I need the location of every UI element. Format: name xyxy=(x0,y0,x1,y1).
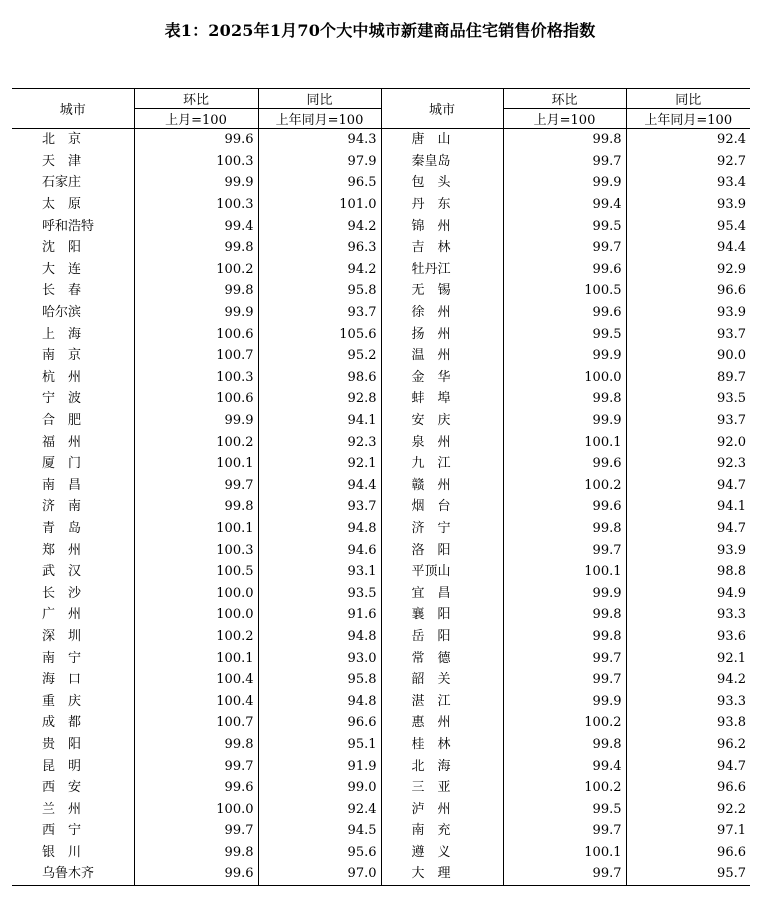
mom-cell: 99.9 xyxy=(134,172,258,194)
yoy-cell: 94.8 xyxy=(258,626,381,648)
city-cell: 杭 州 xyxy=(12,367,134,389)
mom-cell: 100.0 xyxy=(134,798,258,820)
city-cell: 呼和浩特 xyxy=(12,215,134,237)
table-row xyxy=(12,388,750,410)
table-row xyxy=(12,151,750,173)
city-cell: 青 岛 xyxy=(12,518,134,540)
city-cell: 北 京 xyxy=(12,129,134,151)
yoy-cell: 91.6 xyxy=(258,604,381,626)
mom-cell: 100.4 xyxy=(134,690,258,712)
city-cell: 济 宁 xyxy=(381,518,503,540)
city-cell: 长 春 xyxy=(12,280,134,302)
yoy-cell: 96.3 xyxy=(258,237,381,259)
mom-cell: 100.0 xyxy=(503,367,626,389)
table-row xyxy=(12,863,750,885)
city-cell: 成 都 xyxy=(12,712,134,734)
mom-cell: 100.1 xyxy=(503,842,626,864)
mom-cell: 100.2 xyxy=(134,259,258,281)
city-cell: 包 头 xyxy=(381,172,503,194)
city-cell: 湛 江 xyxy=(381,690,503,712)
yoy-cell: 94.5 xyxy=(258,820,381,842)
yoy-cell: 90.0 xyxy=(717,348,746,364)
city-cell: 石家庄 xyxy=(12,172,134,194)
table-row xyxy=(12,259,750,281)
table-row xyxy=(12,626,750,648)
table-body xyxy=(12,129,750,886)
city-cell: 丹 东 xyxy=(381,194,503,216)
city-cell: 吉 林 xyxy=(381,237,503,259)
yoy-cell: 96.5 xyxy=(258,172,381,194)
mom-cell: 100.1 xyxy=(503,561,626,583)
table-row xyxy=(12,755,750,777)
mom-cell: 99.8 xyxy=(134,734,258,756)
yoy-cell: 96.6 xyxy=(717,283,746,299)
table-row xyxy=(12,690,750,712)
mom-cell: 99.6 xyxy=(134,777,258,799)
city-cell: 贵 阳 xyxy=(12,734,134,756)
yoy-cell: 89.7 xyxy=(717,369,746,385)
header-mom-base-left: 上月=100 xyxy=(134,109,258,129)
yoy-cell: 92.3 xyxy=(717,456,746,472)
yoy-cell: 93.5 xyxy=(258,582,381,604)
yoy-cell: 93.9 xyxy=(717,542,746,558)
mom-cell: 100.5 xyxy=(503,280,626,302)
table-row xyxy=(12,367,750,389)
city-cell: 天 津 xyxy=(12,151,134,173)
mom-cell: 100.6 xyxy=(134,323,258,345)
table-row xyxy=(12,237,750,259)
yoy-cell: 97.0 xyxy=(258,863,381,885)
mom-cell: 100.1 xyxy=(134,647,258,669)
mom-cell: 100.2 xyxy=(503,777,626,799)
city-cell: 无 锡 xyxy=(381,280,503,302)
city-cell: 平顶山 xyxy=(381,561,503,583)
mom-cell: 100.2 xyxy=(503,475,626,497)
mom-cell: 99.8 xyxy=(503,604,626,626)
city-cell: 郑 州 xyxy=(12,539,134,561)
city-cell: 武 汉 xyxy=(12,561,134,583)
mom-cell: 100.1 xyxy=(134,453,258,475)
yoy-cell: 94.2 xyxy=(258,215,381,237)
yoy-cell: 94.8 xyxy=(258,518,381,540)
table-row xyxy=(12,561,750,583)
mom-cell: 99.8 xyxy=(503,129,626,151)
mom-cell: 100.2 xyxy=(134,431,258,453)
header-yoy-base-right: 上年同月=100 xyxy=(626,109,750,129)
yoy-cell: 93.7 xyxy=(717,413,746,429)
city-cell: 南 京 xyxy=(12,345,134,367)
mom-cell: 99.9 xyxy=(503,582,626,604)
mom-cell: 100.2 xyxy=(503,712,626,734)
yoy-cell: 95.2 xyxy=(258,345,381,367)
city-cell: 重 庆 xyxy=(12,690,134,712)
city-cell: 惠 州 xyxy=(381,712,503,734)
yoy-cell: 92.0 xyxy=(717,434,746,450)
city-cell: 长 沙 xyxy=(12,582,134,604)
mom-cell: 100.3 xyxy=(134,539,258,561)
city-cell: 牡丹江 xyxy=(381,259,503,281)
yoy-cell: 93.7 xyxy=(717,326,746,342)
city-cell: 常 德 xyxy=(381,647,503,669)
yoy-cell: 94.3 xyxy=(258,129,381,151)
yoy-cell: 95.7 xyxy=(626,863,750,885)
yoy-cell: 96.6 xyxy=(717,780,746,796)
table-row xyxy=(12,280,750,302)
yoy-cell: 93.5 xyxy=(717,391,746,407)
yoy-cell: 98.8 xyxy=(717,564,746,580)
city-cell: 北 海 xyxy=(381,755,503,777)
yoy-cell: 94.4 xyxy=(717,240,746,256)
yoy-cell: 94.1 xyxy=(258,410,381,432)
yoy-cell: 92.2 xyxy=(717,801,746,817)
city-cell: 西 安 xyxy=(12,777,134,799)
mom-cell: 99.8 xyxy=(503,518,626,540)
yoy-cell: 96.2 xyxy=(717,736,746,752)
mom-cell: 99.8 xyxy=(503,388,626,410)
yoy-cell: 96.6 xyxy=(258,712,381,734)
yoy-cell: 93.3 xyxy=(717,607,746,623)
yoy-cell: 93.9 xyxy=(717,305,746,321)
yoy-cell: 97.1 xyxy=(717,823,746,839)
mom-cell: 100.6 xyxy=(134,388,258,410)
mom-cell: 99.5 xyxy=(503,798,626,820)
yoy-cell: 94.4 xyxy=(258,475,381,497)
table-row xyxy=(12,669,750,691)
yoy-cell: 105.6 xyxy=(258,323,381,345)
yoy-cell: 92.1 xyxy=(258,453,381,475)
yoy-cell: 96.6 xyxy=(717,844,746,860)
yoy-cell: 92.7 xyxy=(717,153,746,169)
city-cell: 福 州 xyxy=(12,431,134,453)
table-row xyxy=(12,475,750,497)
yoy-cell: 94.2 xyxy=(717,672,746,688)
city-cell: 海 口 xyxy=(12,669,134,691)
mom-cell: 99.6 xyxy=(134,863,258,885)
yoy-cell: 101.0 xyxy=(258,194,381,216)
mom-cell: 99.4 xyxy=(503,194,626,216)
city-cell: 济 南 xyxy=(12,496,134,518)
mom-cell: 99.9 xyxy=(503,172,626,194)
yoy-cell: 94.7 xyxy=(717,758,746,774)
table-row xyxy=(12,215,750,237)
city-cell: 泉 州 xyxy=(381,431,503,453)
city-cell: 洛 阳 xyxy=(381,539,503,561)
mom-cell: 99.6 xyxy=(134,129,258,151)
city-cell: 哈尔滨 xyxy=(12,302,134,324)
city-cell: 南 充 xyxy=(381,820,503,842)
table-row xyxy=(12,582,750,604)
mom-cell: 99.9 xyxy=(503,345,626,367)
mom-cell: 100.3 xyxy=(134,194,258,216)
yoy-cell: 93.7 xyxy=(258,302,381,324)
table-row xyxy=(12,496,750,518)
yoy-cell: 93.4 xyxy=(717,175,746,191)
mom-cell: 99.7 xyxy=(503,151,626,173)
city-cell: 深 圳 xyxy=(12,626,134,648)
mom-cell: 99.5 xyxy=(503,215,626,237)
yoy-cell: 99.0 xyxy=(258,777,381,799)
city-cell: 厦 门 xyxy=(12,453,134,475)
mom-cell: 99.6 xyxy=(503,302,626,324)
mom-cell: 99.5 xyxy=(503,323,626,345)
yoy-cell: 94.6 xyxy=(258,539,381,561)
city-cell: 三 亚 xyxy=(381,777,503,799)
city-cell: 金 华 xyxy=(381,367,503,389)
mom-cell: 100.0 xyxy=(134,582,258,604)
yoy-cell: 93.3 xyxy=(717,693,746,709)
mom-cell: 100.1 xyxy=(503,431,626,453)
header-mom-base-right: 上月=100 xyxy=(503,109,626,129)
table-row xyxy=(12,302,750,324)
city-cell: 赣 州 xyxy=(381,475,503,497)
mom-cell: 100.0 xyxy=(134,604,258,626)
table-header xyxy=(12,89,750,129)
yoy-cell: 92.1 xyxy=(717,650,746,666)
header-city-left: 城市 xyxy=(12,89,134,129)
city-cell: 烟 台 xyxy=(381,496,503,518)
mom-cell: 99.9 xyxy=(134,410,258,432)
mom-cell: 99.7 xyxy=(503,237,626,259)
table-row xyxy=(12,539,750,561)
city-cell: 大 连 xyxy=(12,259,134,281)
city-cell: 南 昌 xyxy=(12,475,134,497)
mom-cell: 99.7 xyxy=(134,820,258,842)
mom-cell: 99.6 xyxy=(503,259,626,281)
table-row xyxy=(12,518,750,540)
yoy-cell: 95.8 xyxy=(258,280,381,302)
mom-cell: 100.1 xyxy=(134,518,258,540)
city-cell: 广 州 xyxy=(12,604,134,626)
city-cell: 银 川 xyxy=(12,842,134,864)
mom-cell: 99.8 xyxy=(134,842,258,864)
yoy-cell: 94.7 xyxy=(717,520,746,536)
mom-cell: 99.7 xyxy=(134,755,258,777)
table-row xyxy=(12,820,750,842)
city-cell: 昆 明 xyxy=(12,755,134,777)
city-cell: 唐 山 xyxy=(381,129,503,151)
mom-cell: 99.9 xyxy=(503,690,626,712)
mom-cell: 100.5 xyxy=(134,561,258,583)
mom-cell: 99.8 xyxy=(503,626,626,648)
table-row xyxy=(12,194,750,216)
mom-cell: 100.2 xyxy=(134,626,258,648)
table-row xyxy=(12,777,750,799)
table-row xyxy=(12,734,750,756)
city-cell: 沈 阳 xyxy=(12,237,134,259)
city-cell: 安 庆 xyxy=(381,410,503,432)
mom-cell: 99.7 xyxy=(503,647,626,669)
yoy-cell: 95.6 xyxy=(258,842,381,864)
yoy-cell: 95.8 xyxy=(258,669,381,691)
city-cell: 太 原 xyxy=(12,194,134,216)
table-row xyxy=(12,453,750,475)
yoy-cell: 92.9 xyxy=(717,261,746,277)
table-row xyxy=(12,842,750,864)
city-cell: 韶 关 xyxy=(381,669,503,691)
city-cell: 锦 州 xyxy=(381,215,503,237)
yoy-cell: 93.9 xyxy=(717,197,746,213)
city-cell: 大 理 xyxy=(381,863,503,885)
mom-cell: 99.9 xyxy=(134,302,258,324)
yoy-cell: 93.8 xyxy=(717,715,746,731)
table-row xyxy=(12,129,750,151)
table-row xyxy=(12,604,750,626)
city-cell: 桂 林 xyxy=(381,734,503,756)
table-row xyxy=(12,712,750,734)
city-cell: 蚌 埠 xyxy=(381,388,503,410)
price-index-table xyxy=(12,88,750,886)
mom-cell: 99.6 xyxy=(503,453,626,475)
table-row xyxy=(12,345,750,367)
city-cell: 温 州 xyxy=(381,345,503,367)
city-cell: 九 江 xyxy=(381,453,503,475)
yoy-cell: 94.9 xyxy=(717,585,746,601)
city-cell: 遵 义 xyxy=(381,842,503,864)
mom-cell: 99.7 xyxy=(503,863,626,885)
city-cell: 兰 州 xyxy=(12,798,134,820)
mom-cell: 99.4 xyxy=(503,755,626,777)
yoy-cell: 92.4 xyxy=(258,798,381,820)
yoy-cell: 94.1 xyxy=(717,499,746,515)
yoy-cell: 92.4 xyxy=(717,132,746,148)
yoy-cell: 93.1 xyxy=(258,561,381,583)
mom-cell: 100.3 xyxy=(134,151,258,173)
city-cell: 乌鲁木齐 xyxy=(12,863,134,885)
yoy-cell: 94.2 xyxy=(258,259,381,281)
header-yoy-base-left: 上年同月=100 xyxy=(258,109,381,129)
yoy-cell: 94.7 xyxy=(717,477,746,493)
yoy-cell: 92.3 xyxy=(258,431,381,453)
yoy-cell: 95.1 xyxy=(258,734,381,756)
yoy-cell: 92.8 xyxy=(258,388,381,410)
mom-cell: 99.4 xyxy=(134,215,258,237)
city-cell: 扬 州 xyxy=(381,323,503,345)
city-cell: 襄 阳 xyxy=(381,604,503,626)
city-cell: 秦皇岛 xyxy=(381,151,503,173)
mom-cell: 99.7 xyxy=(503,820,626,842)
mom-cell: 100.4 xyxy=(134,669,258,691)
table-row xyxy=(12,410,750,432)
mom-cell: 99.7 xyxy=(503,669,626,691)
mom-cell: 99.8 xyxy=(503,734,626,756)
city-cell: 西 宁 xyxy=(12,820,134,842)
city-cell: 宜 昌 xyxy=(381,582,503,604)
header-yoy-left: 同比 xyxy=(258,89,381,109)
header-mom-left: 环比 xyxy=(134,89,258,109)
mom-cell: 99.8 xyxy=(134,280,258,302)
city-cell: 泸 州 xyxy=(381,798,503,820)
yoy-cell: 94.8 xyxy=(258,690,381,712)
yoy-cell: 91.9 xyxy=(258,755,381,777)
city-cell: 合 肥 xyxy=(12,410,134,432)
city-cell: 南 宁 xyxy=(12,647,134,669)
table-row xyxy=(12,323,750,345)
mom-cell: 99.8 xyxy=(134,496,258,518)
table-row xyxy=(12,798,750,820)
city-cell: 上 海 xyxy=(12,323,134,345)
mom-cell: 99.9 xyxy=(503,410,626,432)
yoy-cell: 93.6 xyxy=(717,628,746,644)
yoy-cell: 93.0 xyxy=(258,647,381,669)
yoy-cell: 95.4 xyxy=(717,218,746,234)
mom-cell: 100.7 xyxy=(134,712,258,734)
header-yoy-right: 同比 xyxy=(626,89,750,109)
table-row xyxy=(12,647,750,669)
yoy-cell: 97.9 xyxy=(258,151,381,173)
mom-cell: 99.7 xyxy=(503,539,626,561)
mom-cell: 100.3 xyxy=(134,367,258,389)
mom-cell: 100.7 xyxy=(134,345,258,367)
mom-cell: 99.7 xyxy=(134,475,258,497)
table-row xyxy=(12,431,750,453)
table-row xyxy=(12,172,750,194)
yoy-cell: 98.6 xyxy=(258,367,381,389)
city-cell: 徐 州 xyxy=(381,302,503,324)
city-cell: 宁 波 xyxy=(12,388,134,410)
header-mom-right: 环比 xyxy=(503,89,626,109)
city-cell: 岳 阳 xyxy=(381,626,503,648)
table-title: 表1：2025年1月70个大中城市新建商品住宅销售价格指数 xyxy=(164,21,596,40)
mom-cell: 99.8 xyxy=(134,237,258,259)
mom-cell: 99.6 xyxy=(503,496,626,518)
yoy-cell: 93.7 xyxy=(258,496,381,518)
header-city-right: 城市 xyxy=(381,89,503,129)
